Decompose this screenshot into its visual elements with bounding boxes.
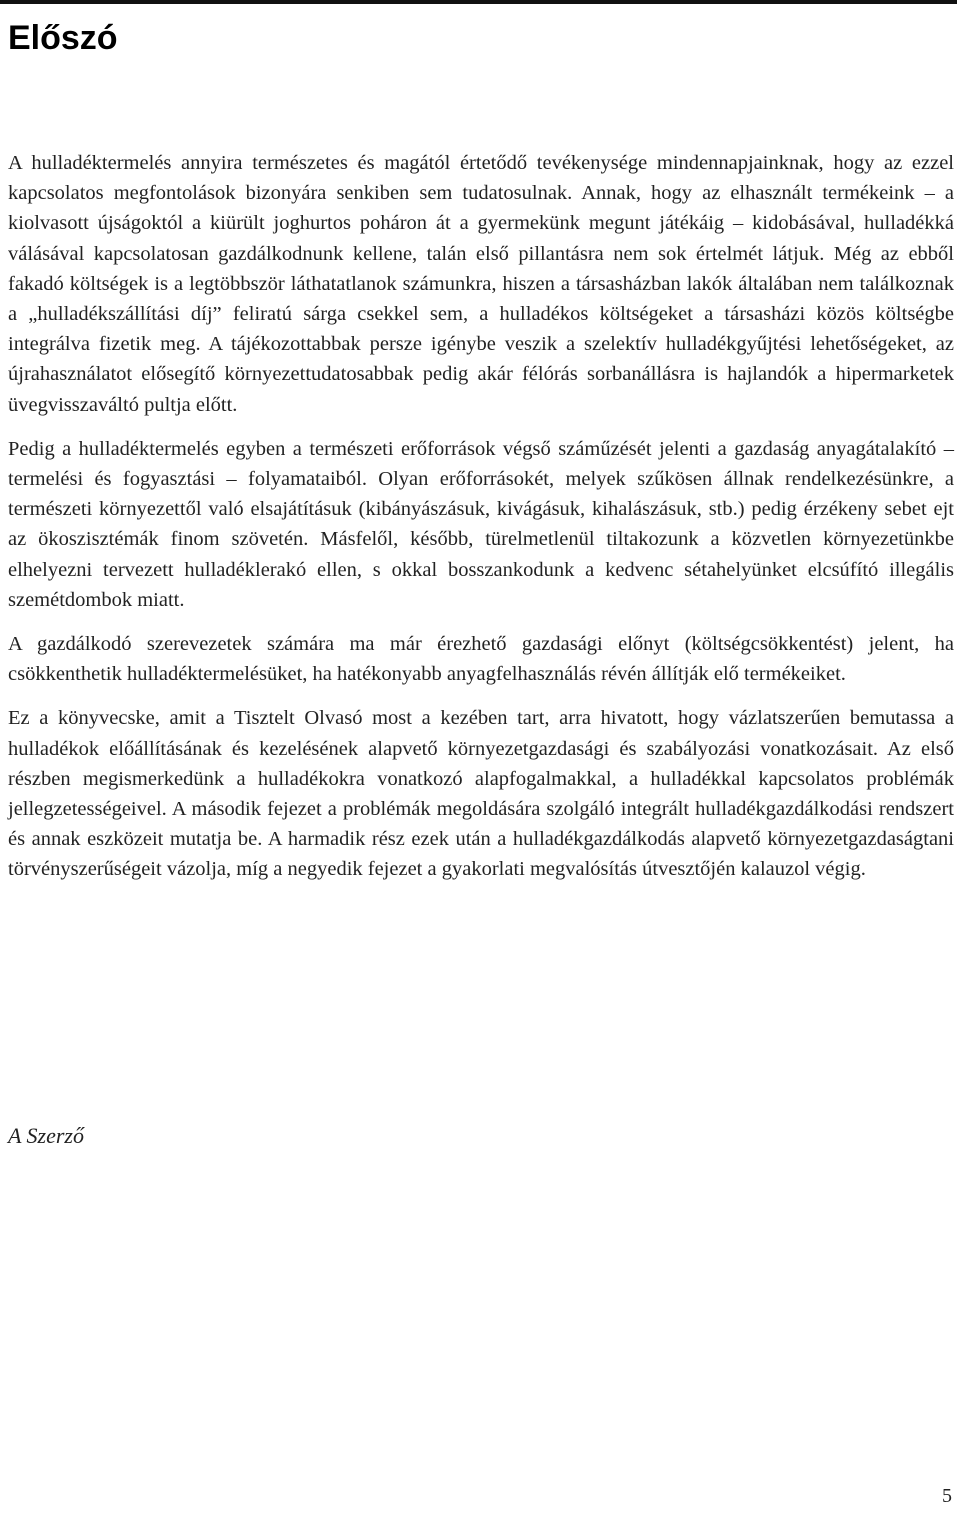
paragraph-2: Pedig a hulladéktermelés egyben a természeti erőforrások végső száműzését jelenti a gazdaság anyagátalakító – termelési és fogyasztási – folyamataiból. Olyan erőforrásokét, melyek szűkösen állnak rendelkezésünkre, a természeti környezettől való elsajátításuk (kibányászásuk, kivágásuk, kihalászásuk, stb.) pedig érzékeny sebet ejt az ökoszisztémák finom szövetén. Másfelől, később, türelmetlenül tiltakozunk a közvetlen környezetünkbe elhelyezni tervezett hulladéklerakó ellen, s okkal bosszankodunk a kedvenc sétahelyünket elcsúfító illegális szemétdombok miatt. — [8, 437, 954, 611]
author-signature: A Szerző — [8, 1123, 84, 1148]
paragraph-1: A hulladéktermelés annyira természetes és magától értetődő tevékenysége mindennapjainknak, hogy az ezzel kapcsolatos megfontolások bizonyára senkiben sem tudatosulnak. Annak, hogy az elhasznált termékeink – a kiolvasott újságoktól a kiürült joghurtos poháron át a gyermekünk megunt játékáig – kidobásával, hulladékká válásával kapcsolatosan gazdálkodnunk kellene, talán első pillantásra nem sok értelmét látjuk. Még az ebből fakadó költségek is a legtöbbször láthatatlanok számunkra, hiszen a társasházban lakók általában nem találkoznak a „hulladékszállítási díj” feliratú sárga csekkel sem, a hulladékos költségeket a társasházi közös költségbe integrálva fizetik meg. A tájékozottabbak persze igénybe veszik a szelektív hulladékgyűjtési lehetőségeket, az újrahasználatot elősegítő környezettudatosabbak pedig akár félórás sorbanállásra is hajlandók a hipermarketek üvegvisszaváltó pultja előtt. — [8, 152, 954, 416]
top-horizontal-rule — [0, 0, 957, 4]
page-number: 5 — [942, 1485, 952, 1507]
page-title: Előszó — [8, 19, 118, 57]
paragraph-4: Ez a könyvecske, amit a Tisztelt Olvasó most a kezében tart, arra hivatott, hogy vázlatszerűen bemutassa a hulladékok előállításának és kezelésének alapvető környezetgazdasági és szabályozási vonatkozásait. Az első részben megismerkedünk a hulladékokra vonatkozó alapfogalmakkal, a hulladékkal kapcsolatos problémák jellegzetességeivel. A második fejezet a problémák megoldására szolgáló integrált hulladékgazdálkodási rendszert és annak eszközeit mutatja be. A harmadik rész ezek után a hulladékgazdálkodás alapvető környezetgazdaságtani törvényszerűségeit vázolja, míg a negyedik fejezet a gyakorlati megvalósítás útvesztőjén kalauzol végig. — [8, 707, 954, 881]
preface-body — [8, 148, 954, 899]
paragraph-3: A gazdálkodó szerevezetek számára ma már érezhető gazdasági előnyt (költségcsökkentést) jelent, ha csökkenthetik hulladéktermelésüket, ha hatékonyabb anyagfelhasználás révén állítják elő termékeiket. — [8, 633, 954, 686]
